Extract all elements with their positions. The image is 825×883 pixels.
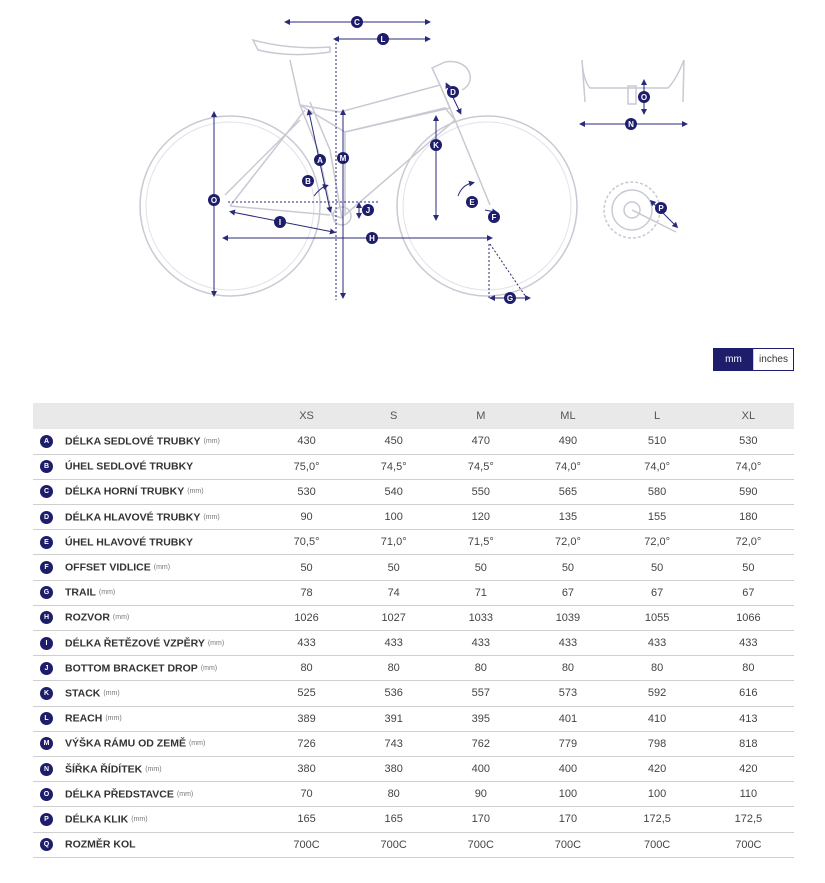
value-cell: 700C bbox=[350, 832, 437, 857]
value-cell: 50 bbox=[263, 555, 350, 580]
parameter-cell bbox=[33, 832, 263, 857]
parameter-name: ŠÍŘKA ŘÍDÍTEK bbox=[65, 763, 143, 776]
value-cell: 380 bbox=[350, 756, 437, 781]
svg-text:D: D bbox=[450, 88, 456, 97]
parameter-name: STACK bbox=[65, 687, 101, 700]
parameter-letter-badge: K bbox=[40, 687, 53, 700]
value-cell: 74,5° bbox=[437, 454, 524, 479]
value-cell: 592 bbox=[612, 681, 703, 706]
parameter-name: ÚHEL HLAVOVÉ TRUBKY bbox=[65, 536, 193, 549]
header-size-xs: XS bbox=[263, 403, 350, 429]
value-cell: 75,0° bbox=[263, 454, 350, 479]
parameter-letter-badge: N bbox=[40, 763, 53, 776]
value-cell: 71,5° bbox=[437, 530, 524, 555]
label-J bbox=[362, 204, 374, 216]
parameter-unit: (mm) bbox=[105, 715, 122, 723]
parameter-letter-badge: P bbox=[40, 813, 53, 826]
parameter-name: ÚHEL SEDLOVÉ TRUBKY bbox=[65, 460, 194, 473]
label-B bbox=[302, 175, 314, 187]
parameter-letter-badge: F bbox=[40, 561, 53, 574]
table-header-row bbox=[33, 403, 794, 429]
value-cell: 762 bbox=[437, 731, 524, 756]
parameter-letter-badge: H bbox=[40, 611, 53, 624]
table-row bbox=[33, 807, 794, 832]
value-cell: 700C bbox=[263, 832, 350, 857]
value-cell: 100 bbox=[350, 505, 437, 530]
value-cell: 50 bbox=[703, 555, 794, 580]
parameter-name: VÝŠKA RÁMU OD ZEMĚ bbox=[65, 737, 186, 750]
value-cell: 430 bbox=[263, 429, 350, 454]
value-cell: 433 bbox=[703, 631, 794, 656]
svg-text:J: J bbox=[365, 206, 371, 215]
parameter-name: BOTTOM BRACKET DROP bbox=[65, 662, 198, 675]
value-cell: 410 bbox=[612, 706, 703, 731]
label-M bbox=[337, 152, 349, 164]
value-cell: 67 bbox=[703, 580, 794, 605]
parameter-letter-badge: E bbox=[40, 536, 53, 549]
parameter-cell bbox=[33, 807, 263, 832]
table-row bbox=[33, 555, 794, 580]
value-cell: 525 bbox=[263, 681, 350, 706]
parameter-cell bbox=[33, 782, 263, 807]
parameter-unit: (mm) bbox=[112, 614, 130, 622]
front-wheel bbox=[397, 116, 577, 296]
value-cell: 1066 bbox=[703, 605, 794, 630]
svg-text:G: G bbox=[506, 294, 514, 303]
parameter-unit: (mm) bbox=[203, 437, 220, 445]
table-row bbox=[33, 832, 794, 857]
label-K bbox=[430, 139, 442, 151]
value-cell: 700C bbox=[612, 832, 703, 857]
value-cell: 74,0° bbox=[612, 454, 703, 479]
table-row bbox=[33, 731, 794, 756]
value-cell: 1026 bbox=[263, 605, 350, 630]
value-cell: 80 bbox=[524, 656, 611, 681]
value-cell: 50 bbox=[437, 555, 524, 580]
parameter-name: TRAIL bbox=[65, 586, 96, 599]
parameter-unit: (mm) bbox=[176, 790, 194, 798]
label-P bbox=[655, 202, 667, 214]
label-L bbox=[377, 33, 389, 45]
parameter-unit: (mm) bbox=[207, 639, 225, 647]
parameter-letter-badge: G bbox=[40, 586, 53, 599]
label-O-diagram bbox=[208, 194, 220, 206]
table-row bbox=[33, 656, 794, 681]
value-cell: 170 bbox=[524, 807, 611, 832]
parameter-name: ROZMĚR KOL bbox=[65, 838, 136, 851]
parameter-unit: (mm) bbox=[153, 564, 171, 572]
value-cell: 433 bbox=[350, 631, 437, 656]
value-cell: 80 bbox=[437, 656, 524, 681]
value-cell: 798 bbox=[612, 731, 703, 756]
parameter-cell bbox=[33, 656, 263, 681]
value-cell: 172,5 bbox=[703, 807, 794, 832]
value-cell: 433 bbox=[524, 631, 611, 656]
value-cell: 74 bbox=[350, 580, 437, 605]
value-cell: 413 bbox=[703, 706, 794, 731]
unit-inches-button[interactable]: inches bbox=[753, 349, 793, 370]
value-cell: 391 bbox=[350, 706, 437, 731]
svg-text:E: E bbox=[469, 198, 475, 207]
value-cell: 72,0° bbox=[703, 530, 794, 555]
value-cell: 74,5° bbox=[350, 454, 437, 479]
value-cell: 540 bbox=[350, 479, 437, 504]
parameter-name: DÉLKA PŘEDSTAVCE bbox=[65, 788, 174, 801]
value-cell: 155 bbox=[612, 505, 703, 530]
svg-text:L: L bbox=[380, 35, 386, 44]
value-cell: 78 bbox=[263, 580, 350, 605]
value-cell: 120 bbox=[437, 505, 524, 530]
parameter-name: REACH bbox=[65, 712, 103, 725]
parameter-letter-badge: J bbox=[40, 662, 53, 675]
svg-text:P: P bbox=[658, 204, 664, 213]
parameter-cell bbox=[33, 530, 263, 555]
value-cell: 100 bbox=[524, 782, 611, 807]
value-cell: 165 bbox=[350, 807, 437, 832]
parameter-name: DÉLKA SEDLOVÉ TRUBKY bbox=[65, 435, 201, 448]
value-cell: 400 bbox=[524, 756, 611, 781]
table-row bbox=[33, 605, 794, 630]
value-cell: 110 bbox=[703, 782, 794, 807]
header-size-ml: ML bbox=[524, 403, 611, 429]
parameter-letter-badge: C bbox=[40, 485, 53, 498]
parameter-name: DÉLKA HLAVOVÉ TRUBKY bbox=[65, 511, 201, 524]
svg-text:K: K bbox=[433, 141, 439, 150]
value-cell: 779 bbox=[524, 731, 611, 756]
value-cell: 67 bbox=[612, 580, 703, 605]
svg-text:O: O bbox=[640, 93, 648, 102]
parameter-letter-badge: L bbox=[40, 712, 53, 725]
parameter-cell bbox=[33, 681, 263, 706]
value-cell: 80 bbox=[703, 656, 794, 681]
header-size-l: L bbox=[612, 403, 703, 429]
value-cell: 700C bbox=[524, 832, 611, 857]
parameter-letter-badge: I bbox=[40, 637, 53, 650]
label-F bbox=[488, 211, 500, 223]
parameter-cell bbox=[33, 706, 263, 731]
value-cell: 700C bbox=[437, 832, 524, 857]
value-cell: 74,0° bbox=[703, 454, 794, 479]
svg-text:N: N bbox=[628, 120, 634, 129]
parameter-cell bbox=[33, 479, 263, 504]
parameter-cell bbox=[33, 429, 263, 454]
label-E bbox=[466, 196, 478, 208]
parameter-name: ROZVOR bbox=[65, 611, 110, 624]
svg-text:O: O bbox=[210, 196, 218, 205]
svg-text:H: H bbox=[369, 234, 375, 243]
value-cell: 80 bbox=[350, 656, 437, 681]
bike-geometry-diagram bbox=[0, 0, 825, 340]
value-cell: 67 bbox=[524, 580, 611, 605]
table-row bbox=[33, 631, 794, 656]
value-cell: 510 bbox=[612, 429, 703, 454]
value-cell: 1027 bbox=[350, 605, 437, 630]
value-cell: 70 bbox=[263, 782, 350, 807]
value-cell: 50 bbox=[612, 555, 703, 580]
parameter-name: OFFSET VIDLICE bbox=[65, 561, 151, 574]
parameter-cell bbox=[33, 555, 263, 580]
value-cell: 565 bbox=[524, 479, 611, 504]
value-cell: 420 bbox=[612, 756, 703, 781]
value-cell: 74,0° bbox=[524, 454, 611, 479]
value-cell: 395 bbox=[437, 706, 524, 731]
table-row bbox=[33, 681, 794, 706]
svg-text:M: M bbox=[339, 154, 347, 163]
table-row bbox=[33, 756, 794, 781]
table-row bbox=[33, 454, 794, 479]
value-cell: 72,0° bbox=[612, 530, 703, 555]
parameter-letter-badge: A bbox=[40, 435, 53, 448]
label-D bbox=[447, 86, 459, 98]
parameter-unit: (mm) bbox=[187, 488, 204, 496]
value-cell: 580 bbox=[612, 479, 703, 504]
parameter-cell bbox=[33, 605, 263, 630]
table-row bbox=[33, 580, 794, 605]
value-cell: 80 bbox=[350, 782, 437, 807]
table-row bbox=[33, 479, 794, 504]
value-cell: 530 bbox=[703, 429, 794, 454]
value-cell: 100 bbox=[612, 782, 703, 807]
value-cell: 433 bbox=[263, 631, 350, 656]
parameter-letter-badge: O bbox=[40, 788, 53, 801]
value-cell: 90 bbox=[263, 505, 350, 530]
value-cell: 818 bbox=[703, 731, 794, 756]
value-cell: 1055 bbox=[612, 605, 703, 630]
label-C bbox=[351, 16, 363, 28]
parameter-letter-badge: M bbox=[40, 737, 53, 750]
value-cell: 450 bbox=[350, 429, 437, 454]
label-O-handlebar bbox=[638, 91, 650, 103]
parameter-cell bbox=[33, 631, 263, 656]
handlebar-detail bbox=[582, 60, 684, 104]
parameter-cell bbox=[33, 731, 263, 756]
value-cell: 743 bbox=[350, 731, 437, 756]
header-size-s: S bbox=[350, 403, 437, 429]
value-cell: 550 bbox=[437, 479, 524, 504]
svg-text:I: I bbox=[278, 218, 282, 227]
value-cell: 530 bbox=[263, 479, 350, 504]
parameter-letter-badge: Q bbox=[40, 838, 53, 851]
label-N bbox=[625, 118, 637, 130]
label-G bbox=[504, 292, 516, 304]
value-cell: 700C bbox=[703, 832, 794, 857]
parameter-cell bbox=[33, 454, 263, 479]
saddle bbox=[253, 40, 330, 55]
value-cell: 70,5° bbox=[263, 530, 350, 555]
parameter-cell bbox=[33, 756, 263, 781]
value-cell: 165 bbox=[263, 807, 350, 832]
value-cell: 380 bbox=[263, 756, 350, 781]
table-row bbox=[33, 505, 794, 530]
parameter-unit: (mm) bbox=[98, 589, 116, 597]
value-cell: 80 bbox=[263, 656, 350, 681]
table-row bbox=[33, 429, 794, 454]
parameter-unit: (mm) bbox=[188, 740, 206, 748]
parameter-letter-badge: D bbox=[40, 511, 53, 524]
label-I bbox=[274, 216, 286, 228]
value-cell: 1033 bbox=[437, 605, 524, 630]
value-cell: 71,0° bbox=[350, 530, 437, 555]
geometry-table bbox=[33, 403, 794, 858]
table-row bbox=[33, 530, 794, 555]
value-cell: 50 bbox=[524, 555, 611, 580]
value-cell: 389 bbox=[263, 706, 350, 731]
parameter-unit: (mm) bbox=[145, 765, 162, 773]
parameter-cell bbox=[33, 580, 263, 605]
value-cell: 557 bbox=[437, 681, 524, 706]
parameter-name: DÉLKA KLIK bbox=[65, 813, 129, 826]
label-H bbox=[366, 232, 378, 244]
parameter-name: DÉLKA HORNÍ TRUBKY bbox=[65, 485, 185, 498]
value-cell: 573 bbox=[524, 681, 611, 706]
parameter-cell bbox=[33, 505, 263, 530]
unit-mm-button[interactable]: mm bbox=[714, 349, 753, 370]
value-cell: 71 bbox=[437, 580, 524, 605]
value-cell: 90 bbox=[437, 782, 524, 807]
value-cell: 490 bbox=[524, 429, 611, 454]
svg-text:C: C bbox=[354, 18, 360, 27]
header-size-m: M bbox=[437, 403, 524, 429]
value-cell: 726 bbox=[263, 731, 350, 756]
value-cell: 172,5 bbox=[612, 807, 703, 832]
value-cell: 135 bbox=[524, 505, 611, 530]
table-row bbox=[33, 782, 794, 807]
value-cell: 180 bbox=[703, 505, 794, 530]
value-cell: 433 bbox=[612, 631, 703, 656]
value-cell: 536 bbox=[350, 681, 437, 706]
svg-text:B: B bbox=[305, 177, 311, 186]
value-cell: 433 bbox=[437, 631, 524, 656]
header-size-xl: XL bbox=[703, 403, 794, 429]
value-cell: 170 bbox=[437, 807, 524, 832]
parameter-unit: (mm) bbox=[131, 815, 148, 823]
parameter-name: DÉLKA ŘETĚZOVÉ VZPĚRY bbox=[65, 637, 205, 650]
value-cell: 1039 bbox=[524, 605, 611, 630]
value-cell: 590 bbox=[703, 479, 794, 504]
value-cell: 401 bbox=[524, 706, 611, 731]
value-cell: 420 bbox=[703, 756, 794, 781]
unit-toggle bbox=[713, 348, 794, 371]
label-A bbox=[314, 154, 326, 166]
value-cell: 80 bbox=[612, 656, 703, 681]
value-cell: 470 bbox=[437, 429, 524, 454]
value-cell: 400 bbox=[437, 756, 524, 781]
parameter-letter-badge: B bbox=[40, 460, 53, 473]
value-cell: 50 bbox=[350, 555, 437, 580]
parameter-unit: (mm) bbox=[203, 513, 220, 521]
svg-text:A: A bbox=[317, 156, 323, 165]
frame-outline bbox=[225, 60, 490, 218]
parameter-unit: (mm) bbox=[103, 689, 120, 697]
header-parameter-col bbox=[33, 403, 263, 429]
parameter-unit: (mm) bbox=[200, 664, 218, 672]
value-cell: 616 bbox=[703, 681, 794, 706]
svg-text:F: F bbox=[491, 213, 497, 222]
table-row bbox=[33, 706, 794, 731]
value-cell: 72,0° bbox=[524, 530, 611, 555]
